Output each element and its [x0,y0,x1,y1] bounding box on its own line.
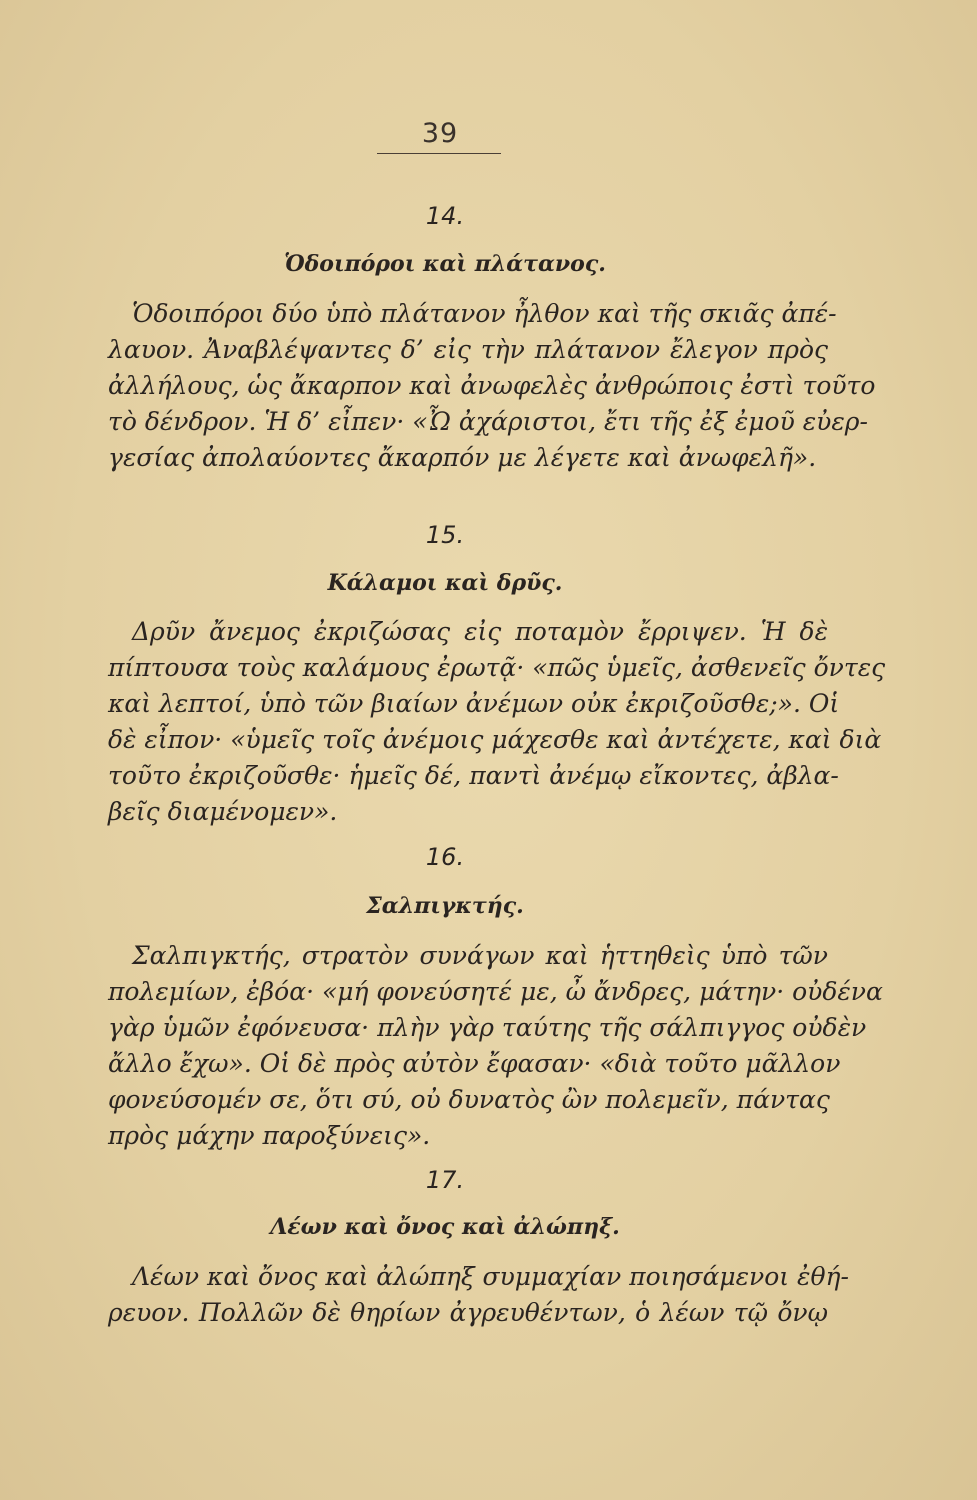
section-number: 15. [425,521,465,549]
text-line: Σαλπιγκτής, στρατὸν συνάγων καὶ ἡττηθεὶς ὑπὸ τῶν [132,941,828,970]
text-line: δὲ εἶπον· «ὑμεῖς τοῖς ἀνέμοις μάχεσθε καὶ ἀντέχετε, καὶ διὰ [108,725,882,754]
section-text [108,1259,849,1331]
section-title: Κάλαμοι καὶ δρῦς. [327,570,563,596]
text-line: φονεύσομέν σε, ὅτι σύ, οὐ δυνατὸς ὢν πολεμεῖν, πάντας [108,1085,830,1114]
section-number: 16. [425,843,465,871]
text-line: γεσίας ἀπολαύοντες ἄκαρπόν με λέγετε καὶ ἀνωφελῆ». [108,443,817,472]
header-rule [377,153,501,154]
text-line: Δρῦν ἄνεμος ἐκριζώσας εἰς ποταμὸν ἔρριψεν. Ἡ δὲ [132,617,828,646]
section-number: 17. [425,1166,465,1194]
text-line: Λέων καὶ ὄνος καὶ ἀλώπηξ συμμαχίαν ποιησάμενοι ἐθή- [132,1262,849,1291]
text-line: τὸ δένδρον. Ἡ δ’ εἶπεν· «Ὦ ἀχάριστοι, ἔτι τῆς ἐξ ἐμοῦ εὐερ- [108,407,868,436]
section-title: Σαλπιγκτής. [366,893,524,919]
section-number: 14. [425,202,465,230]
text-line: πρὸς μάχην παροξύνεις». [108,1121,431,1150]
page-number: 39 [421,118,459,149]
text-line: πίπτουσα τοὺς καλάμους ἐρωτᾷ· «πῶς ὑμεῖς, ἀσθενεῖς ὄντες [108,653,886,682]
section-title: Ὁδοιπόροι καὶ πλάτανος. [284,251,606,277]
text-line: ρευον. Πολλῶν δὲ θηρίων ἀγρευθέντων, ὁ λέων τῷ ὄνῳ [108,1298,828,1327]
text-line: γὰρ ὑμῶν ἐφόνευσα· πλὴν γὰρ ταύτης τῆς σάλπιγγος οὐδὲν [108,1013,867,1042]
section-title: Λέων καὶ ὄνος καὶ ἀλώπηξ. [270,1214,620,1240]
section-text [108,614,886,830]
section-text [108,296,876,476]
text-line: τοῦτο ἐκριζοῦσθε· ἡμεῖς δέ, παντὶ ἀνέμῳ εἴκοντες, ἀβλα- [108,761,839,790]
text-line: λαυον. Ἀναβλέψαντες δ’ εἰς τὴν πλάτανον ἔλεγον πρὸς [108,335,828,364]
text-line: Ὁδοιπόροι δύο ὑπὸ πλάτανον ἦλθον καὶ τῆς σκιᾶς ἀπέ- [132,299,837,328]
text-line: ἄλλο ἔχω». Οἱ δὲ πρὸς αὐτὸν ἔφασαν· «διὰ τοῦτο μᾶλλον [108,1049,841,1078]
text-line: βεῖς διαμένομεν». [108,797,338,826]
text-line: καὶ λεπτοί, ὑπὸ τῶν βιαίων ἀνέμων οὐκ ἐκριζοῦσθε;». Οἱ [108,689,840,718]
text-line: πολεμίων, ἐβόα· «μή φονεύσητέ με, ὦ ἄνδρες, μάτην· οὐδένα [108,977,883,1006]
section-text [108,938,883,1154]
text-line: ἀλλήλους, ὡς ἄκαρπον καὶ ἀνωφελὲς ἀνθρώποις ἐστὶ τοῦτο [108,371,876,400]
